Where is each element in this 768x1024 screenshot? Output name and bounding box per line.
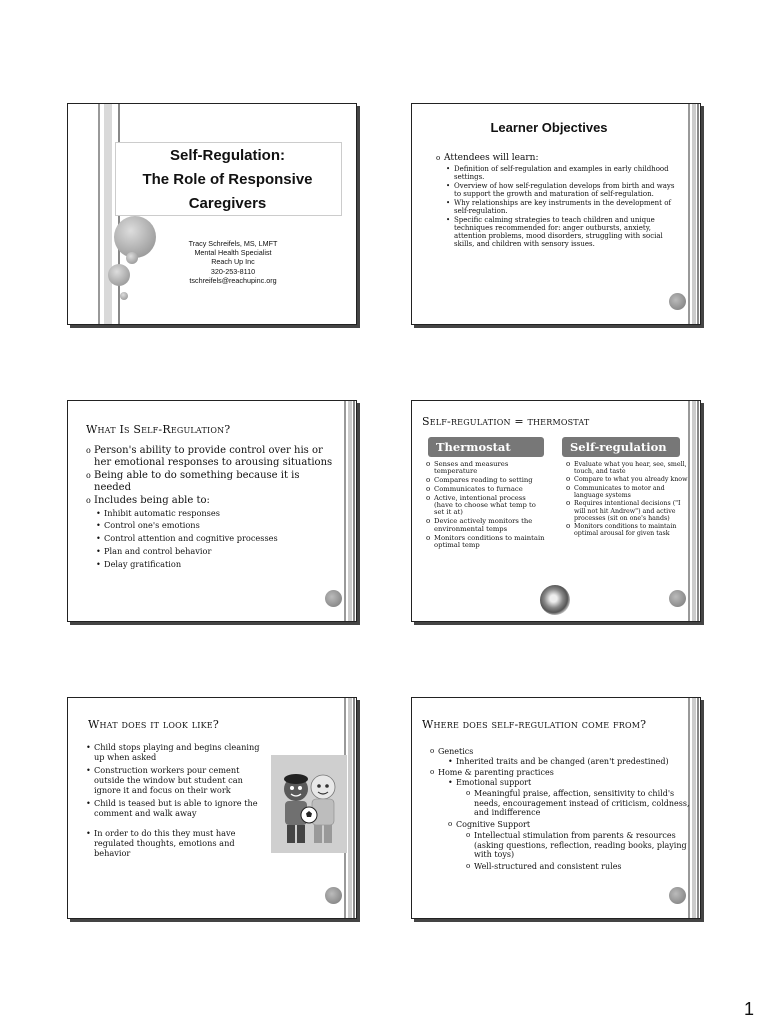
list-item: o Senses and measures temperature	[426, 461, 546, 476]
list-item: • Control attention and cognitive processes	[96, 532, 336, 545]
list-item: • Child stops playing and begins cleaning up when asked	[86, 742, 261, 762]
slide-what-does-it-look-like	[67, 697, 357, 919]
decorative-circle	[114, 216, 156, 258]
slide-learner-objectives	[411, 103, 701, 325]
slide-what-is-self-regulation	[67, 400, 357, 622]
slide-body	[436, 153, 681, 248]
decorative-circle	[120, 292, 128, 300]
list-item: • Delay gratification	[96, 558, 336, 571]
list-item: • Construction workers pour cement outside the window but student can ignore it and focus on their work	[86, 765, 261, 795]
slide-where-does-it-come-from	[411, 697, 701, 919]
list-item: o Genetics • Inherited traits and be changed (aren't predestined)	[430, 747, 692, 766]
slide-heading: Learner Objectives	[490, 120, 608, 135]
list-item: o Includes being able to:	[86, 495, 336, 507]
decorative-circle	[669, 590, 686, 607]
list-item: o Attendees will learn:	[436, 153, 681, 164]
slide-heading: What does it look like?	[88, 718, 219, 731]
list-item: o Monitors conditions to maintain optimal arousal for given task	[566, 523, 688, 537]
slide-heading: What Is Self-Regulation?	[86, 423, 231, 436]
children-illustration	[271, 755, 347, 853]
column-header-self-regulation: Self-regulation	[562, 437, 680, 457]
presentation-title: Self-Regulation: The Role of Responsive Caregivers	[142, 147, 313, 212]
decorative-circle	[126, 252, 138, 264]
decorative-bars	[344, 401, 356, 621]
list-item: o Active, intentional process (have to choose what temp to set it at)	[426, 495, 546, 517]
slide-body	[86, 742, 261, 861]
decorative-circle	[325, 590, 342, 607]
list-item: o Communicates to furnace	[426, 486, 546, 493]
list-item: • Child is teased but is able to ignore the comment and walk away	[86, 798, 261, 818]
list-item: • Control one's emotions	[96, 519, 336, 532]
slide-title	[67, 103, 357, 325]
list-item: • Plan and control behavior	[96, 545, 336, 558]
list-item: o Communicates to motor and language systems	[566, 485, 688, 499]
list-item: • Why relationships are key instruments in the development of self-regulation.	[446, 199, 681, 215]
page-number: 1	[743, 999, 754, 1019]
list-item: o Device actively monitors the environmental temps	[426, 518, 546, 533]
list-item: • Overview of how self-regulation develops from birth and ways to support the growth and maturation of self-regulation.	[446, 182, 681, 198]
list-item: • Inherited traits and be changed (aren't predestined)	[448, 757, 692, 767]
slide-heading: Self-regulation = thermostat	[422, 415, 590, 428]
list-item: o Being able to do something because it is needed	[86, 470, 336, 493]
list-item: • Definition of self-regulation and examples in early childhood settings.	[446, 165, 681, 181]
list-item: o Intellectual stimulation from parents & resources (asking questions, reflection, reading books, playing with toys)	[466, 831, 692, 860]
list-item: • Inhibit automatic responses	[96, 507, 336, 520]
decorative-circle	[325, 887, 342, 904]
list-item: o Meaningful praise, affection, sensitivity to child's needs, encouragement instead of criticism, coldness, and indifference	[466, 789, 692, 818]
decorative-circle	[669, 887, 686, 904]
slide-heading: Where does self-regulation come from?	[422, 718, 647, 731]
list-item: • Specific calming strategies to teach children and unique techniques recommended for: anger outbursts, anxiety, attention problems, mood disorders, struggling with social skills, and children with sensory issues.	[446, 216, 681, 248]
list-item: o Compare to what you already know	[566, 476, 688, 483]
list-item: • Emotional support o Meaningful praise, affection, sensitivity to child's needs, encouragement instead of criticism, coldness, and indifference	[448, 778, 692, 818]
decorative-bars	[688, 401, 700, 621]
list-item: o Monitors conditions to maintain optimal temp	[426, 535, 546, 550]
decorative-circle	[669, 293, 686, 310]
thermostat-icon	[540, 585, 570, 615]
decorative-circle	[108, 264, 130, 286]
list-item: o Home & parenting practices • Emotional support o Meaningful praise, affection, sensitivity to child's needs, encouragement instead of criticism, coldness, and indifference o Cognitive Support o Intellectual stimulation from parents & resources (asking questions, reflection, reading books, playing with toys) o Well-structured and consistent rules	[430, 768, 692, 871]
slide-thermostat	[411, 400, 701, 622]
slide-body	[86, 443, 336, 570]
self-regulation-column	[566, 459, 688, 537]
list-item: o Cognitive Support o Intellectual stimulation from parents & resources (asking questions, reflection, reading books, playing with toys) o Well-structured and consistent rules	[448, 820, 692, 872]
list-item: o Person's ability to provide control over his or her emotional responses to arousing situations	[86, 445, 336, 468]
list-item: o Evaluate what you hear, see, smell, touch, and taste	[566, 461, 688, 475]
list-item: o Compares reading to setting	[426, 477, 546, 484]
column-header-thermostat: Thermostat	[428, 437, 544, 457]
presenter-info: Tracy Schreifels, MS, LMFT Mental Health Specialist Reach Up Inc 320-253-8110 tschreifels@reachupinc.org	[188, 239, 278, 285]
decorative-bars	[688, 104, 700, 324]
list-item: o Well-structured and consistent rules	[466, 862, 692, 872]
list-item: o Requires intentional decisions ("I will not hit Andrew") and active processes (sit on one's hands)	[566, 500, 688, 521]
thermostat-column	[426, 459, 546, 549]
list-item: • In order to do this they must have regulated thoughts, emotions and behavior	[86, 828, 261, 858]
slide-body	[430, 745, 692, 871]
